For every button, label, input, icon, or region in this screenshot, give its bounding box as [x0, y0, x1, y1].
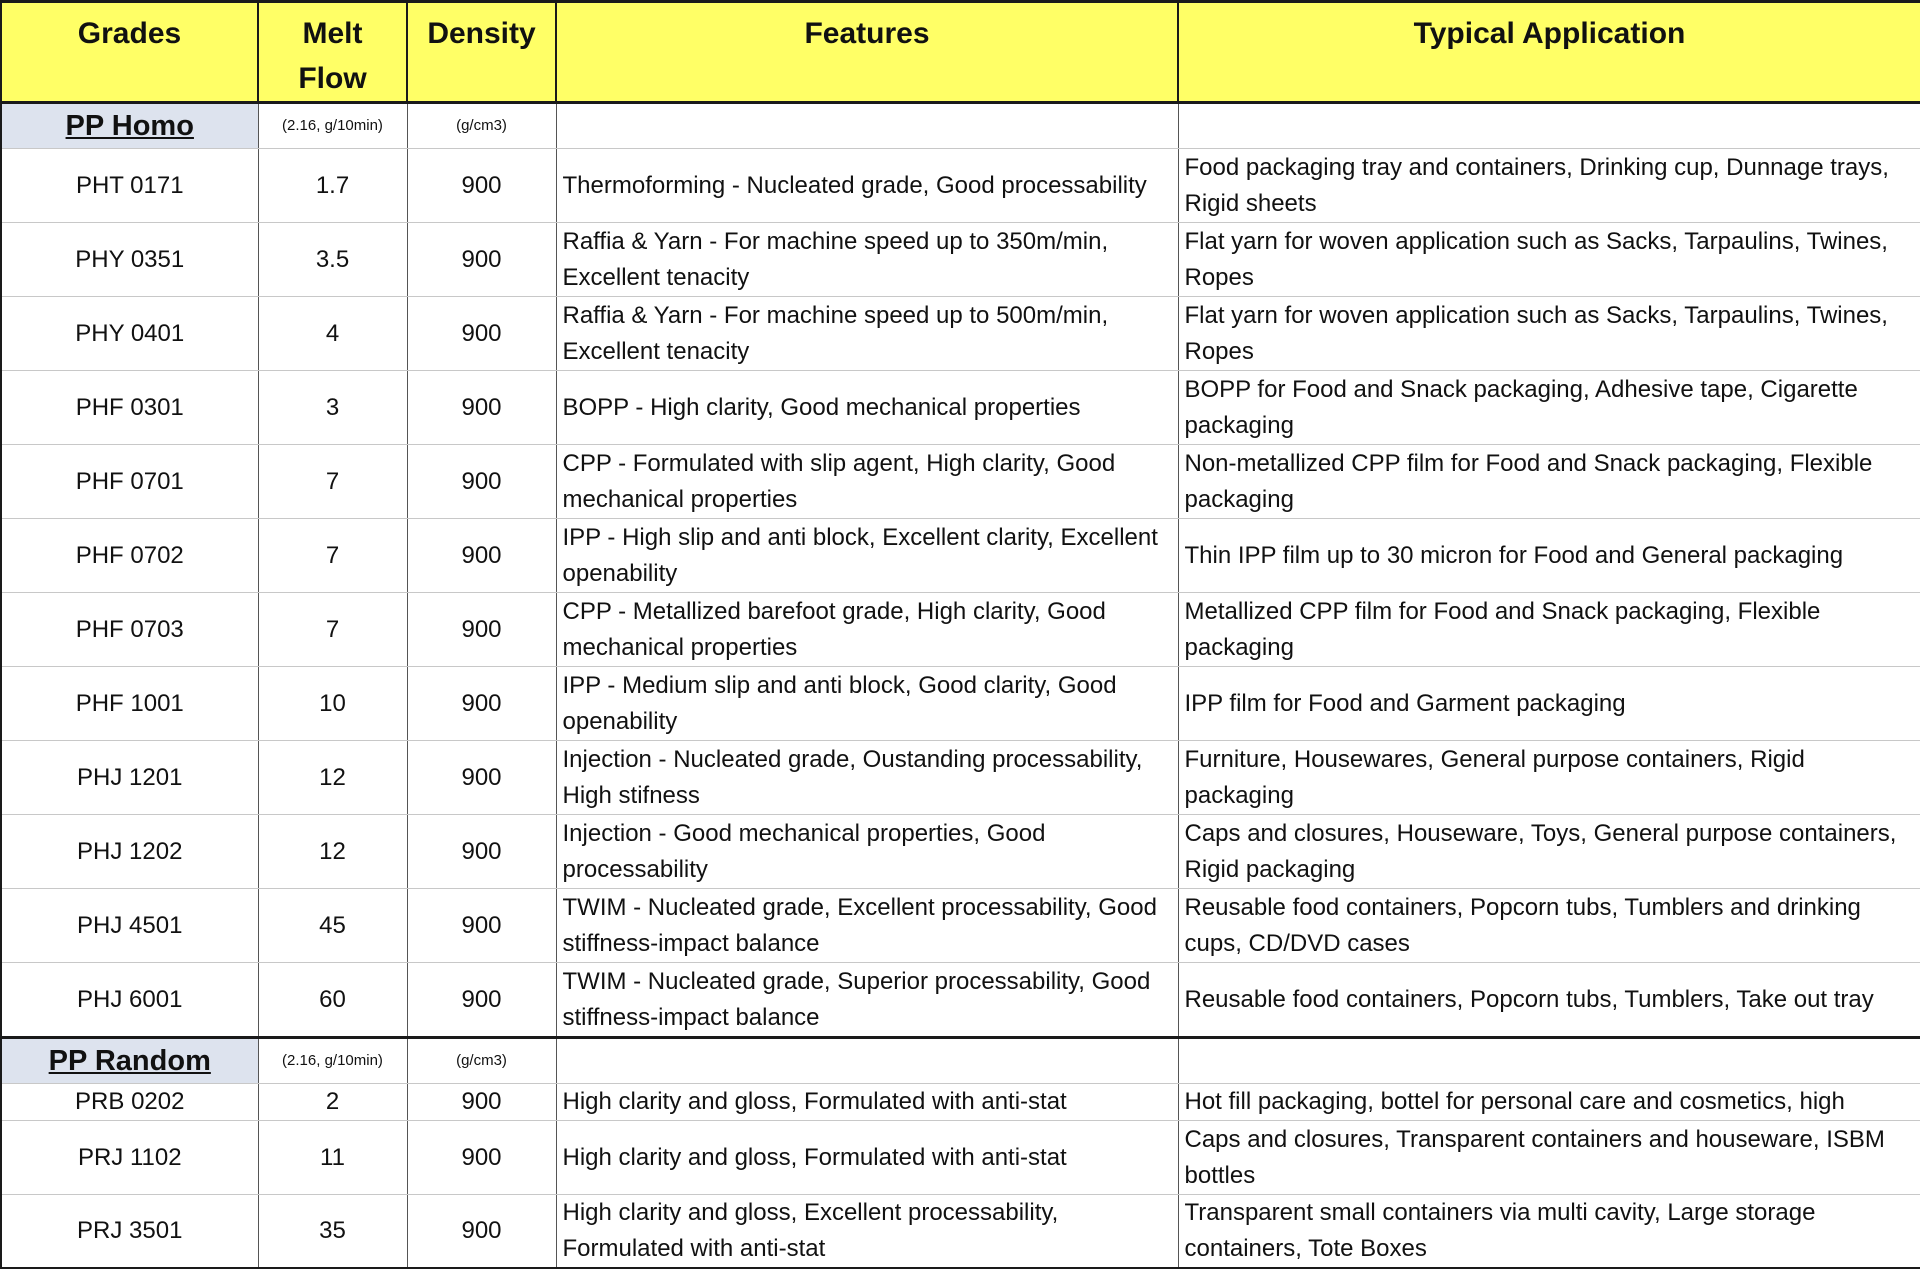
density-cell: 900 [407, 223, 556, 297]
grade-cell: PHF 1001 [1, 667, 258, 741]
melt-flow-cell: 45 [258, 889, 407, 963]
density-cell: 900 [407, 149, 556, 223]
grade-cell: PHF 0702 [1, 519, 258, 593]
grade-cell: PHF 0701 [1, 445, 258, 519]
application-cell: Furniture, Housewares, General purpose containers, Rigid packaging [1178, 741, 1920, 815]
density-cell: 900 [407, 889, 556, 963]
application-cell: Non-metallized CPP film for Food and Snack packaging, Flexible packaging [1178, 445, 1920, 519]
application-cell: Thin IPP film up to 30 micron for Food and General packaging [1178, 519, 1920, 593]
grade-cell: PRJ 3501 [1, 1195, 258, 1269]
density-cell: 900 [407, 371, 556, 445]
melt-flow-cell: 7 [258, 519, 407, 593]
table-row [1, 519, 1920, 593]
col-header-features: Features [556, 2, 1178, 103]
features-cell [556, 103, 1178, 149]
table-row [1, 223, 1920, 297]
application-cell: IPP film for Food and Garment packaging [1178, 667, 1920, 741]
melt-flow-cell: 7 [258, 593, 407, 667]
grade-cell: PHJ 1201 [1, 741, 258, 815]
table-row [1, 297, 1920, 371]
density-cell: 900 [407, 1084, 556, 1121]
melt-flow-cell: 7 [258, 445, 407, 519]
melt-flow-cell: 35 [258, 1195, 407, 1269]
col-header-density: Density [407, 2, 556, 103]
application-cell: Transparent small containers via multi cavity, Large storage containers, Tote Boxes [1178, 1195, 1920, 1269]
application-cell: BOPP for Food and Snack packaging, Adhesive tape, Cigarette packaging [1178, 371, 1920, 445]
features-cell: Raffia & Yarn - For machine speed up to 500m/min, Excellent tenacity [556, 297, 1178, 371]
application-cell: Flat yarn for woven application such as Sacks, Tarpaulins, Twines, Ropes [1178, 297, 1920, 371]
application-cell: Hot fill packaging, bottel for personal care and cosmetics, high [1178, 1084, 1920, 1121]
col-header-application: Typical Application [1178, 2, 1920, 103]
density-cell: 900 [407, 1195, 556, 1269]
melt-flow-cell: 60 [258, 963, 407, 1038]
density-cell: 900 [407, 297, 556, 371]
table-row [1, 593, 1920, 667]
table-row [1, 815, 1920, 889]
features-cell: High clarity and gloss, Excellent processability, Formulated with anti-stat [556, 1195, 1178, 1269]
table-row [1, 889, 1920, 963]
melt-flow-cell: 1.7 [258, 149, 407, 223]
table-row [1, 1195, 1920, 1269]
density-cell: 900 [407, 667, 556, 741]
features-cell: Injection - Nucleated grade, Oustanding processability, High stifness [556, 741, 1178, 815]
features-cell: CPP - Formulated with slip agent, High clarity, Good mechanical properties [556, 445, 1178, 519]
application-cell: Reusable food containers, Popcorn tubs, Tumblers and drinking cups, CD/DVD cases [1178, 889, 1920, 963]
density-cell: 900 [407, 445, 556, 519]
features-cell: Raffia & Yarn - For machine speed up to 350m/min, Excellent tenacity [556, 223, 1178, 297]
grade-cell: PHF 0703 [1, 593, 258, 667]
application-cell: Caps and closures, Houseware, Toys, General purpose containers, Rigid packaging [1178, 815, 1920, 889]
features-cell [556, 1038, 1178, 1084]
application-cell: Reusable food containers, Popcorn tubs, Tumblers, Take out tray [1178, 963, 1920, 1038]
grade-cell: PHJ 6001 [1, 963, 258, 1038]
melt-flow-cell: 11 [258, 1121, 407, 1195]
melt-flow-cell: 12 [258, 815, 407, 889]
application-cell: Flat yarn for woven application such as Sacks, Tarpaulins, Twines, Ropes [1178, 223, 1920, 297]
table-row [1, 1084, 1920, 1121]
grade-cell: PHJ 4501 [1, 889, 258, 963]
density-cell: 900 [407, 1121, 556, 1195]
features-cell: High clarity and gloss, Formulated with anti-stat [556, 1121, 1178, 1195]
section-title: PP Homo [1, 103, 258, 149]
features-cell: TWIM - Nucleated grade, Superior processability, Good stiffness-impact balance [556, 963, 1178, 1038]
density-cell: 900 [407, 815, 556, 889]
application-cell: Food packaging tray and containers, Drinking cup, Dunnage trays, Rigid sheets [1178, 149, 1920, 223]
melt-flow-cell: 4 [258, 297, 407, 371]
features-cell: High clarity and gloss, Formulated with anti-stat [556, 1084, 1178, 1121]
melt-flow-cell: 3.5 [258, 223, 407, 297]
table-row [1, 667, 1920, 741]
features-cell: IPP - High slip and anti block, Excellent clarity, Excellent openability [556, 519, 1178, 593]
col-header-melt-flow [258, 2, 407, 103]
application-cell: Caps and closures, Transparent containers and houseware, ISBM bottles [1178, 1121, 1920, 1195]
header-row [1, 2, 1920, 103]
grade-cell: PRB 0202 [1, 1084, 258, 1121]
grade-cell: PHY 0401 [1, 297, 258, 371]
application-cell [1178, 103, 1920, 149]
melt-flow-line1: Melt [302, 17, 363, 50]
melt-flow-unit: (2.16, g/10min) [258, 1038, 407, 1084]
density-cell: 900 [407, 963, 556, 1038]
section-row-pp-homo [1, 103, 1920, 149]
table-row [1, 1121, 1920, 1195]
section-title: PP Random [1, 1038, 258, 1084]
table-row [1, 741, 1920, 815]
melt-flow-cell: 2 [258, 1084, 407, 1121]
density-cell: 900 [407, 519, 556, 593]
table-row [1, 371, 1920, 445]
melt-flow-cell: 3 [258, 371, 407, 445]
table-row [1, 149, 1920, 223]
grade-cell: PHF 0301 [1, 371, 258, 445]
grade-cell: PHJ 1202 [1, 815, 258, 889]
melt-flow-unit: (2.16, g/10min) [258, 103, 407, 149]
table-row [1, 963, 1920, 1038]
density-cell: 900 [407, 741, 556, 815]
melt-flow-line2: Flow [298, 62, 367, 95]
density-unit: (g/cm3) [407, 1038, 556, 1084]
density-unit: (g/cm3) [407, 103, 556, 149]
grade-cell: PRJ 1102 [1, 1121, 258, 1195]
features-cell: CPP - Metallized barefoot grade, High clarity, Good mechanical properties [556, 593, 1178, 667]
features-cell: Injection - Good mechanical properties, Good processability [556, 815, 1178, 889]
application-cell: Metallized CPP film for Food and Snack packaging, Flexible packaging [1178, 593, 1920, 667]
features-cell: BOPP - High clarity, Good mechanical properties [556, 371, 1178, 445]
features-cell: TWIM - Nucleated grade, Excellent processability, Good stiffness-impact balance [556, 889, 1178, 963]
table-body [1, 103, 1920, 1269]
application-cell [1178, 1038, 1920, 1084]
melt-flow-cell: 12 [258, 741, 407, 815]
features-cell: Thermoforming - Nucleated grade, Good processability [556, 149, 1178, 223]
table-row [1, 445, 1920, 519]
melt-flow-cell: 10 [258, 667, 407, 741]
grade-cell: PHT 0171 [1, 149, 258, 223]
col-header-grades: Grades [1, 2, 258, 103]
grade-cell: PHY 0351 [1, 223, 258, 297]
table-header [1, 2, 1920, 103]
section-row-pp-random [1, 1038, 1920, 1084]
features-cell: IPP - Medium slip and anti block, Good clarity, Good openability [556, 667, 1178, 741]
density-cell: 900 [407, 593, 556, 667]
